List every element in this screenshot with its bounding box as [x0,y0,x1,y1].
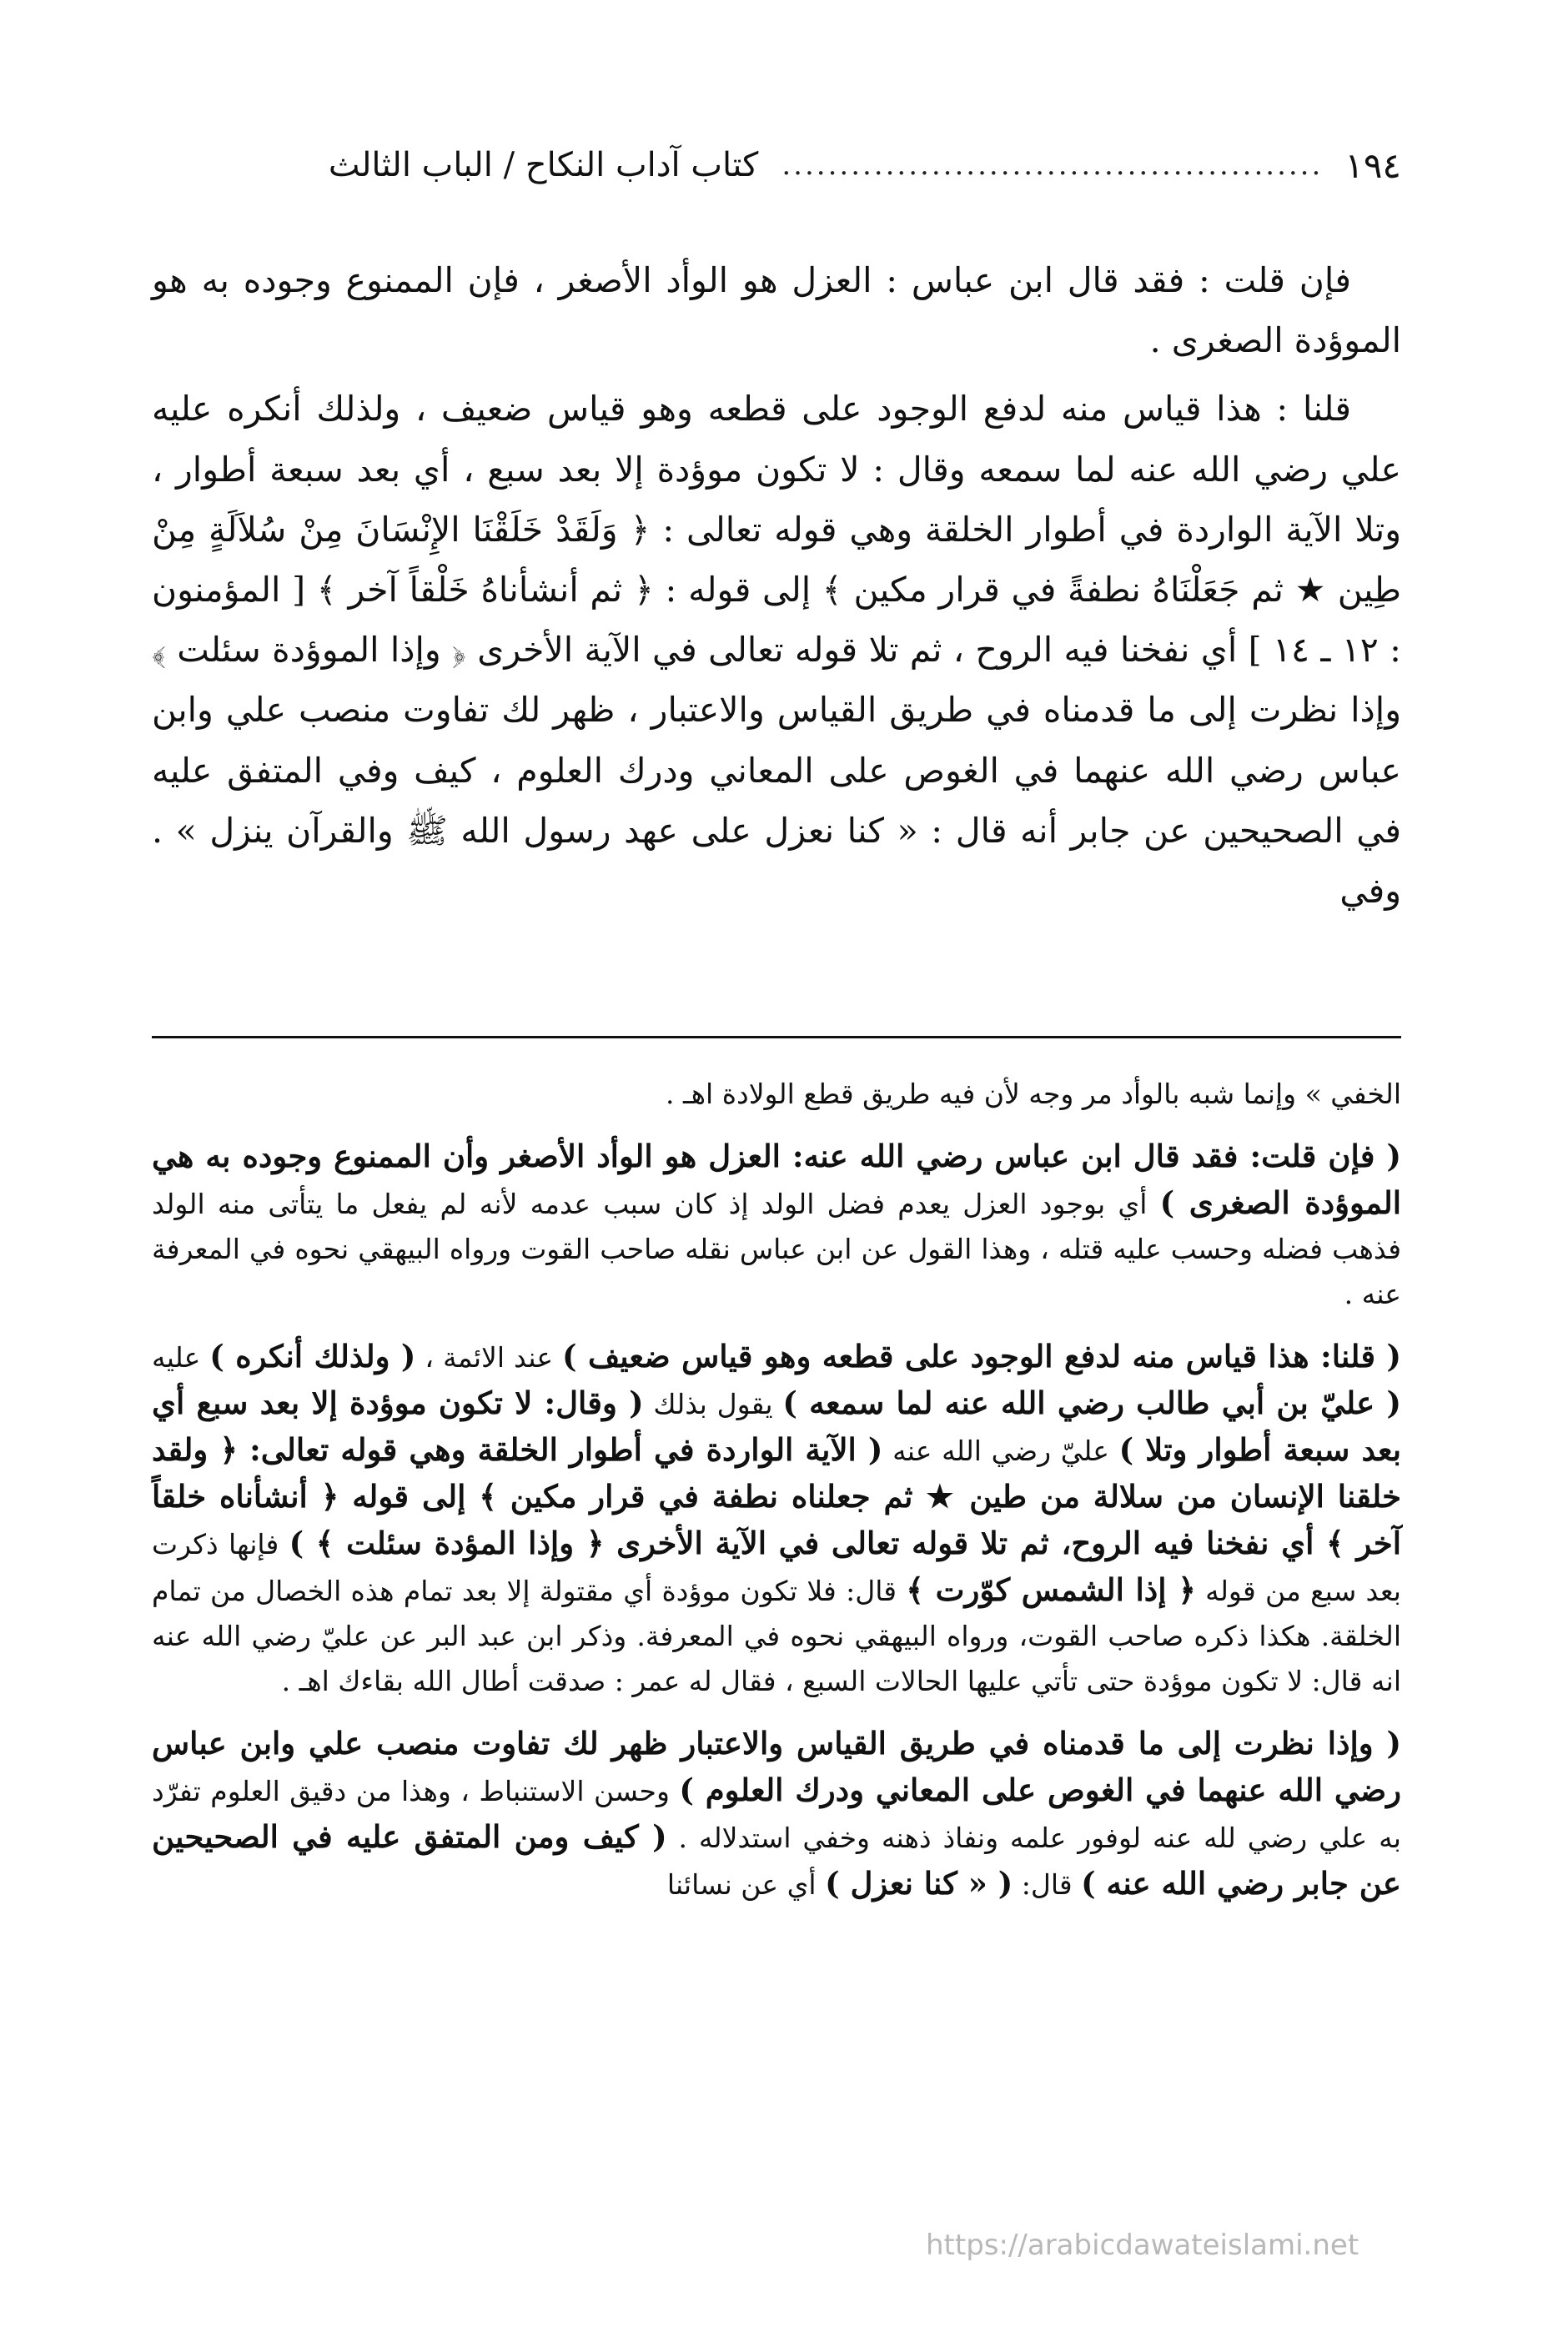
commentary-text: عند الائمة ، [415,1341,563,1374]
commentary-text: يقول بذلك [643,1388,783,1420]
main-text [152,250,1401,921]
main-paragraph-1: فإن قلت : فقد قال ابن عباس : العزل هو الوأد الأصغر ، فإن الممنوع وجوده به هو الموؤدة الصغرى . [152,260,1401,361]
commentary-footnotes [152,1072,1401,1907]
commentary-text: أي عن نسائنا [666,1868,826,1901]
commentary-text: قال: [1013,1868,1082,1901]
quoted-text: ( الآية الواردة في أطوار الخلقة وهي قوله تعالى: ﴿ ولقد خلقنا الإنسان من سلالة من طين ★ ثم جعلناه نطفة في قرار مكين ﴾ إلى قوله ﴿ أنشأناه خلقاً آخر ﴾ أي نفخنا فيه الروح، ثم تلا قوله تعالى في الآية الأخرى ﴿ وإذا المؤدة سئلت ﴾ ) [152,1431,1401,1561]
quoted-text: ( وإذا نظرت إلى ما قدمناه في طريق القياس والاعتبار ظهر لك تفاوت منصب علي وابن عباس رضي الله عنهما في الغوص على المعاني ودرك العلوم ) [152,1725,1401,1808]
main-paragraph-2: قلنا : هذا قياس منه لدفع الوجود على قطعه وهو قياس ضعيف ، ولذلك أنكره عليه علي رضي الله عنه لما سمعه وقال : لا تكون موؤدة إلا بعد سبع ، أي بعد سبعة أطوار ، وتلا الآية الواردة في أطوار الخلقة وهي قوله تعالى : ﴿ وَلَقَدْ خَلَقْنَا الإِنْسَانَ مِنْ سُلاَلَةٍ مِنْ طِين ★ ثم جَعَلْنَاهُ نطفةً في قرار مكين ﴾ إلى قوله : ﴿ ثم أنشأناهُ خَلْقاً آخر ﴾ [ المؤمنون : ١٢ ـ ١٤ ] أي نفخنا فيه الروح ، ثم تلا قوله تعالى في الآية الأخرى ﴿ وإذا الموؤدة سئلت ﴾ وإذا نظرت إلى ما قدمناه في طريق القياس والاعتبار ، ظهر لك تفاوت منصب علي وابن عباس رضي الله عنهما في الغوص على المعاني ودرك العلوم ، كيف وفي المتفق عليه في الصحيحين عن جابر أنه قال : « كنا نعزل على عهد رسول الله ﷺ والقرآن ينزل » . وفي [152,389,1401,912]
footnote-block-1 [152,1133,1401,1317]
watermark-url: https://arabicdawateislami.net [926,2229,1359,2262]
footnote-block-2 [152,1334,1401,1704]
footnote-line-1: الخفي » وإنما شبه بالوأد مر وجه لأن فيه طريق قطع الولادة اهـ . [666,1078,1401,1110]
page-number: ١٩٤ [1344,144,1401,186]
commentary-text: قال: فلا تكون موؤدة أي مقتولة إلا بعد تمام هذه الخصال من تمام الخلقة. هكذا ذكره صاحب القوت، ورواه البيهقي نحوه في المعرفة. وذكر ابن عبد البر عن عليّ رضي الله عنه انه قال: لا تكون موؤدة حتى تأتي عليها الحالات السبع ، فقال له عمر : صدقت أطال الله بقاءك اهـ . [152,1575,1401,1697]
quoted-text: ( كيف ومن المتفق عليه في الصحيحين عن جابر رضي الله عنه ) [152,1818,1401,1902]
header-leader-dots: ............................................... [781,148,1324,182]
quoted-text: ( قلنا: هذا قياس منه لدفع الوجود على قطعه وهو قياس ضعيف ) [562,1338,1401,1375]
quoted-text: ( فإن قلت: فقد قال ابن عباس رضي الله عنه: العزل هو الوأد الأصغر وأن الممنوع وجوده به هي الموؤدة الصغرى ) [152,1138,1401,1221]
quoted-text: ( ولذلك أنكره ) [209,1338,416,1375]
commentary-text: أي بوجود العزل يعدم فضل الولد إذ كان سبب عدمه لأنه لم يفعل ما يتأتى منه الولد فذهب فضله وحسب عليه قتله ، وهذا القول عن ابن عباس نقله صاحب القوت ورواه البيهقي نحوه في المعرفة عنه . [152,1188,1401,1310]
header-title: كتاب آداب النكاح / الباب الثالث [328,146,759,184]
running-header [152,140,1401,190]
commentary-text: وحسن الاستنباط ، وهذا من دقيق العلوم تفرّد به علي رضي لله عنه لوفور علمه ونفاذ ذهنه وخفي استدلاله . [152,1775,1401,1854]
quoted-text: ( « كنا نعزل ) [825,1865,1013,1902]
footnote-block-3 [152,1721,1401,1907]
quoted-text: ( عليّ بن أبي طالب رضي الله عنه لما سمعه ) [782,1385,1401,1421]
footnote-divider [152,1036,1401,1038]
quoted-text: ( وقال: لا تكون موؤدة إلا بعد سبع أي بعد سبعة أطوار وتلا ) [152,1385,1402,1468]
commentary-text: فإنها ذكرت بعد سبع من قوله [152,1528,1401,1607]
commentary-text: عليه [152,1341,210,1374]
commentary-text: عليّ رضي الله عنه [882,1435,1119,1467]
quoted-text: ﴿ إذا الشمس كوّرت ﴾ [906,1571,1196,1608]
